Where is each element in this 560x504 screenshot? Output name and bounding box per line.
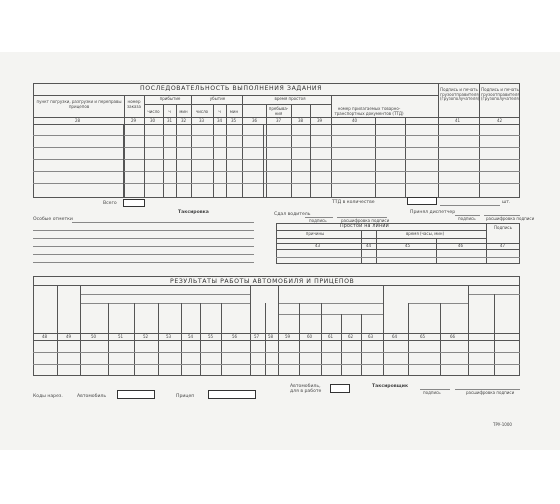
dispatcher-signature-hint: подпись bbox=[458, 216, 476, 221]
codes-label: Коды нарез. bbox=[33, 394, 63, 399]
col-number: 56 bbox=[232, 334, 238, 339]
col-number: 40 bbox=[352, 118, 358, 123]
arrival-number-header: число bbox=[147, 109, 160, 114]
taxator-decoding-hint: расшифровка подписи bbox=[466, 390, 515, 395]
col-number: 39 bbox=[317, 118, 323, 123]
col-number: 43 bbox=[315, 243, 321, 248]
col-number: 45 bbox=[405, 243, 411, 248]
col-number: 31 bbox=[167, 118, 173, 123]
col-number: 34 bbox=[217, 118, 223, 123]
col-number: 52 bbox=[143, 334, 149, 339]
col-number: 48 bbox=[42, 334, 48, 339]
col-number: 33 bbox=[199, 118, 205, 123]
col-number: 53 bbox=[166, 334, 172, 339]
col-number: 58 bbox=[268, 334, 274, 339]
shipper-stamp-header: Подпись и печать грузоотправителя (грузополучателя) bbox=[440, 87, 480, 101]
departure-number-header: число bbox=[195, 109, 209, 114]
vehicle-label: Автомобиль bbox=[77, 394, 107, 399]
col-number: 59 bbox=[285, 334, 291, 339]
taxator-label: Таксировщик bbox=[372, 384, 409, 389]
col-number: 29 bbox=[131, 118, 137, 123]
col-number: 36 bbox=[252, 118, 258, 123]
order-number-header: номер заказа bbox=[126, 99, 142, 109]
col-number: 60 bbox=[307, 334, 313, 339]
col-number: 47 bbox=[500, 243, 506, 248]
col-number: 66 bbox=[450, 334, 456, 339]
car-ready-label: Автомобиль, для в работе bbox=[290, 384, 322, 394]
departure-minutes-header: мин bbox=[229, 109, 239, 114]
car-ready-box[interactable] bbox=[330, 384, 350, 393]
col-number: 51 bbox=[118, 334, 124, 339]
special-notes-label: Особые отметки bbox=[33, 217, 73, 222]
trailer-code-box[interactable] bbox=[208, 390, 256, 399]
total-label: Всего bbox=[103, 201, 117, 206]
ttd-count-label: ТТД в количестве bbox=[332, 200, 375, 205]
downtime-header: время простоя bbox=[274, 96, 306, 101]
col-number: 54 bbox=[188, 334, 194, 339]
driver-decoding-hint: расшифровка подписи bbox=[341, 218, 390, 223]
col-number: 50 bbox=[91, 334, 97, 339]
results-title: РЕЗУЛЬТАТЫ РАБОТЫ АВТОМОБИЛЯ И ПРИЦЕПОВ bbox=[170, 278, 355, 285]
ttd-count-box[interactable] bbox=[407, 197, 437, 205]
col-number: 42 bbox=[497, 118, 503, 123]
col-number: 38 bbox=[298, 118, 304, 123]
driver-signature-hint: подпись bbox=[309, 218, 327, 223]
line-downtime-title: Простои на линии bbox=[340, 224, 389, 229]
col-number: 44 bbox=[366, 243, 372, 248]
downtime-signature-header: Подпись bbox=[494, 225, 512, 230]
col-number: 32 bbox=[181, 118, 187, 123]
dispatcher-decoding-hint: расшифровка подписи bbox=[486, 216, 535, 221]
downtime-time-header: время (часы, мин) bbox=[405, 231, 445, 236]
col-number: 62 bbox=[348, 334, 354, 339]
waybill-back-sheet bbox=[0, 52, 560, 450]
taxation-label: Таксировка bbox=[178, 210, 209, 215]
accepted-dispatcher-label: Принял диспетчер bbox=[410, 210, 456, 215]
taxator-signature-hint: подпись bbox=[423, 390, 441, 395]
trailer-label: Прицеп bbox=[176, 394, 195, 399]
arrival-minutes-header: мин bbox=[179, 109, 188, 114]
total-box bbox=[123, 199, 145, 207]
task-sequence-title: ПОСЛЕДОВАТЕЛЬНОСТЬ ВЫПОЛНЕНИЯ ЗАДАНИЯ bbox=[140, 85, 323, 92]
waiting-header: пребыва-ния bbox=[268, 106, 289, 116]
ttd-header: номер прилагаемых товарно-транспортных документов (ТТД) bbox=[334, 106, 404, 116]
col-number: 64 bbox=[392, 334, 398, 339]
col-number: 55 bbox=[208, 334, 214, 339]
departure-header: убытие bbox=[209, 96, 226, 101]
col-number: 28 bbox=[75, 118, 81, 123]
vehicle-code-box[interactable] bbox=[117, 390, 155, 399]
col-number: 49 bbox=[66, 334, 72, 339]
arrival-hours-header: ч bbox=[168, 109, 171, 114]
downtime-reasons-header: причины bbox=[305, 231, 325, 236]
receiver-stamp-header: Подпись и печать грузоотправителя (грузополучателя) bbox=[481, 87, 521, 101]
loading-point-header: пункт погрузки, разгрузки и переправы прицепов bbox=[36, 99, 122, 109]
col-number: 65 bbox=[420, 334, 426, 339]
col-number: 46 bbox=[458, 243, 464, 248]
col-number: 41 bbox=[455, 118, 461, 123]
page-mark: ТРУ-1000 bbox=[493, 422, 512, 427]
col-number: 57 bbox=[254, 334, 260, 339]
departure-hours-header: ч bbox=[218, 109, 221, 114]
col-number: 61 bbox=[328, 334, 334, 339]
arrival-header: прибытие bbox=[159, 96, 181, 101]
col-number: 30 bbox=[150, 118, 156, 123]
results-table bbox=[33, 276, 520, 376]
col-number: 35 bbox=[231, 118, 237, 123]
pcs-label: шт. bbox=[502, 200, 511, 205]
col-number: 37 bbox=[276, 118, 282, 123]
handed-driver-label: Сдал водитель bbox=[274, 212, 311, 217]
col-number: 63 bbox=[368, 334, 374, 339]
